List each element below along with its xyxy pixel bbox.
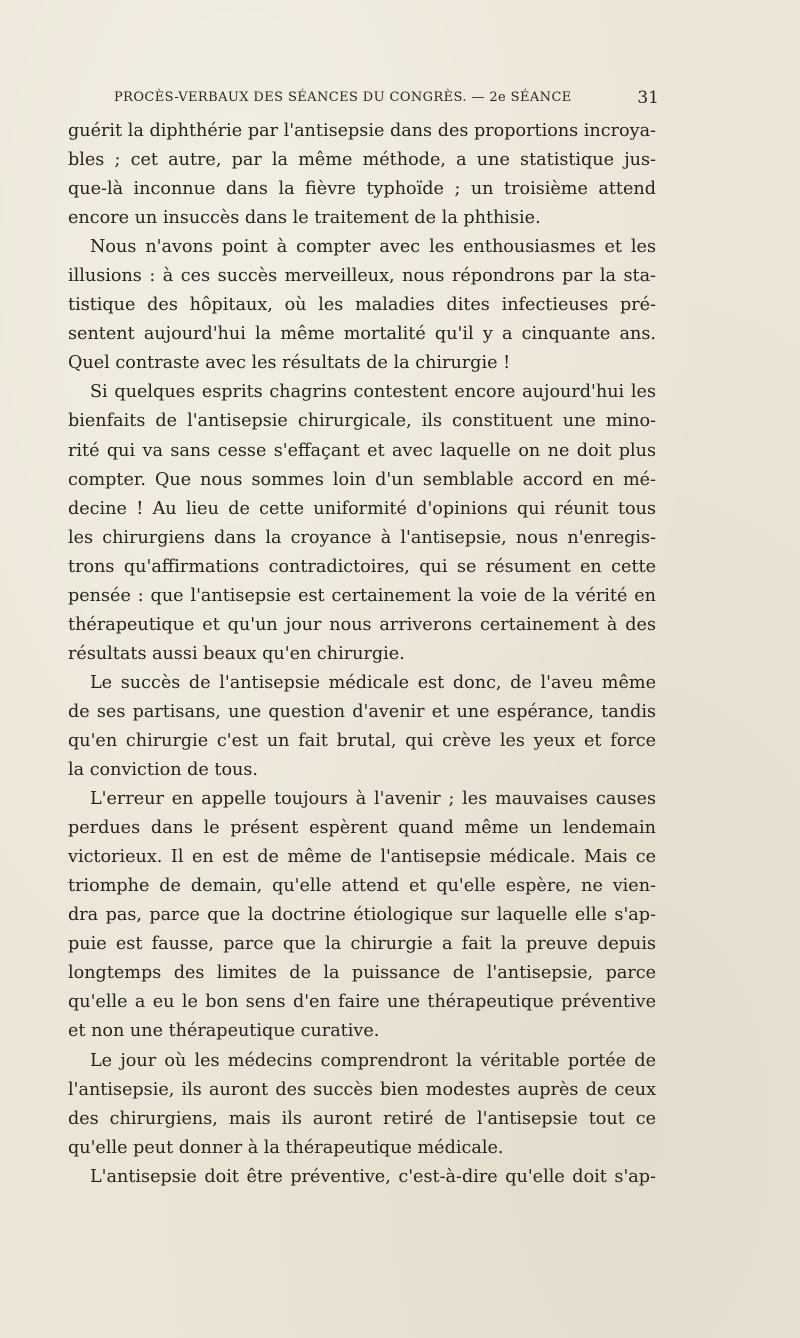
page-header xyxy=(114,88,659,112)
text-line: illusions : à ces succès merveilleux, nous répondrons par la sta- xyxy=(68,266,656,287)
text-line: et non une thérapeutique curative. xyxy=(68,1021,380,1042)
text-line: Si quelques esprits chagrins contestent encore aujourd'hui les xyxy=(90,382,656,403)
text-line: Nous n'avons point à compter avec les enthousiasmes et les xyxy=(90,237,656,258)
text-line: les chirurgiens dans la croyance à l'antisepsie, nous n'enregis- xyxy=(68,527,656,548)
text-line: tistique des hôpitaux, où les maladies dites infectieuses pré- xyxy=(68,295,656,316)
text-line: pensée : que l'antisepsie est certainement la voie de la vérité en xyxy=(68,585,656,606)
text-line: des chirurgiens, mais ils auront retiré de l'antisepsie tout ce xyxy=(68,1108,656,1129)
text-line: l'antisepsie, ils auront des succès bien modestes auprès de ceux xyxy=(68,1079,656,1100)
text-line: compter. Que nous sommes loin d'un semblable accord en mé- xyxy=(68,469,656,490)
text-line: triomphe de demain, qu'elle attend et qu'elle espère, ne vien- xyxy=(68,876,656,897)
text-line: puie est fausse, parce que la chirurgie a fait la preuve depuis xyxy=(68,934,656,955)
text-line: trons qu'affirmations contradictoires, qui se résument en cette xyxy=(68,556,656,577)
text-line: perdues dans le présent espèrent quand même un lendemain xyxy=(68,818,656,839)
text-line: Le succès de l'antisepsie médicale est donc, de l'aveu même xyxy=(90,672,656,693)
text-line: bienfaits de l'antisepsie chirurgicale, ils constituent une mino- xyxy=(68,411,656,432)
text-line: bles ; cet autre, par la même méthode, a une statistique jus- xyxy=(68,150,656,171)
body-text xyxy=(68,117,656,1192)
text-line: la conviction de tous. xyxy=(68,760,259,781)
text-line: L'antisepsie doit être préventive, c'est-à-dire qu'elle doit s'ap- xyxy=(90,1166,656,1187)
text-line: que-là inconnue dans la fièvre typhoïde ; un troisième attend xyxy=(68,179,656,200)
text-line: dra pas, parce que la doctrine étiologique sur laquelle elle s'ap- xyxy=(68,905,656,926)
running-title: PROCÈS-VERBAUX DES SÉANCES DU CONGRÈS. — 2e SÉANCE xyxy=(114,90,572,105)
text-line: encore un insuccès dans le traitement de la phthisie. xyxy=(68,208,541,229)
text-line: L'erreur en appelle toujours à l'avenir ; les mauvaises causes xyxy=(90,789,656,810)
text-line: decine ! Au lieu de cette uniformité d'opinions qui réunit tous xyxy=(68,498,656,519)
text-line: rité qui va sans cesse s'effaçant et avec laquelle on ne doit plus xyxy=(68,440,656,461)
text-line: guérit la diphthérie par l'antisepsie dans des proportions incroya- xyxy=(68,121,656,141)
text-line: Le jour où les médecins comprendront la véritable portée de xyxy=(90,1050,656,1071)
text-line: qu'elle peut donner à la thérapeutique médicale. xyxy=(68,1137,504,1158)
text-line: résultats aussi beaux qu'en chirurgie. xyxy=(68,643,405,664)
text-line: de ses partisans, une question d'avenir et une espérance, tandis xyxy=(68,701,656,722)
text-line: thérapeutique et qu'un jour nous arriverons certainement à des xyxy=(68,614,656,635)
text-line: qu'elle a eu le bon sens d'en faire une thérapeutique préventive xyxy=(68,992,656,1013)
page-number: 31 xyxy=(637,88,659,108)
text-line: sentent aujourd'hui la même mortalité qu'il y a cinquante ans. xyxy=(68,324,656,345)
text-line: qu'en chirurgie c'est un fait brutal, qui crève les yeux et force xyxy=(68,730,656,751)
text-line: longtemps des limites de la puissance de l'antisepsie, parce xyxy=(68,963,656,984)
text-line: victorieux. Il en est de même de l'antisepsie médicale. Mais ce xyxy=(68,847,656,868)
text-line: Quel contraste avec les résultats de la chirurgie ! xyxy=(68,353,511,374)
